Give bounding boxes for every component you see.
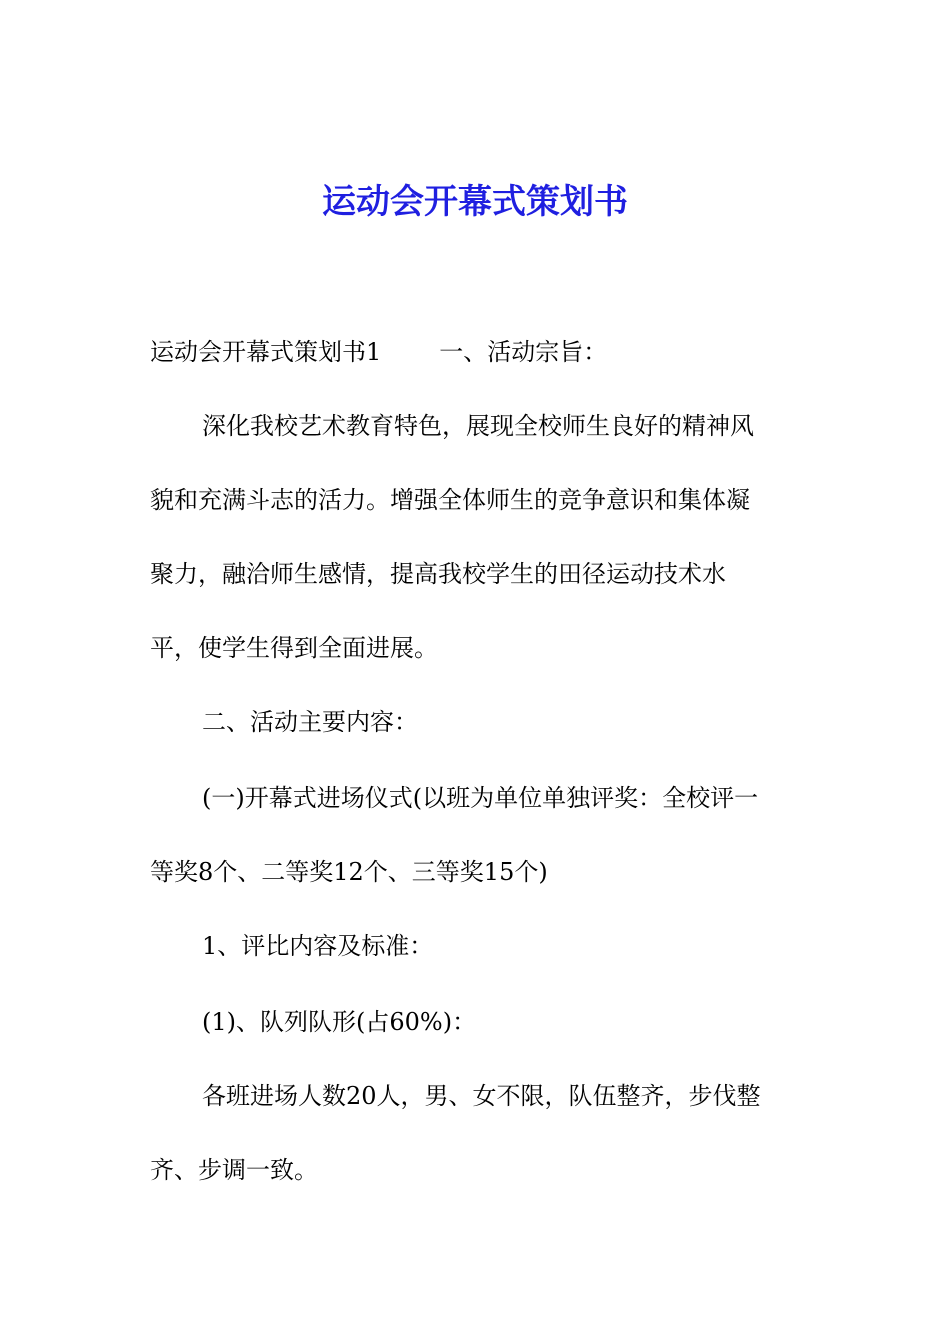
paragraph-line-3: 貌和充满斗志的活力。增强全体师生的竞争意识和集体凝: [150, 486, 750, 514]
paragraph-line-5: 平，使学生得到全面进展。: [150, 634, 438, 662]
paragraph-line-8: 等奖8个、二等奖12个、三等奖15个): [150, 858, 548, 886]
paragraph-line-1: [150, 334, 607, 370]
paragraph-line-12: 齐、步调一致。: [150, 1156, 318, 1184]
paragraph-line-4: 聚力，融洽师生感情，提高我校学生的田径运动技术水: [150, 560, 726, 588]
subtitle-heading: 运动会开幕式策划书1: [150, 338, 382, 366]
paragraph-line-2: 深化我校艺术教育特色，展现全校师生良好的精神风: [202, 412, 754, 440]
section-heading-purpose: 一、活动宗旨：: [439, 338, 608, 366]
subsection-heading-criteria: 1、评比内容及标准：: [202, 932, 434, 960]
subsection-heading-formation: (1)、队列队形(占60%)：: [202, 1008, 477, 1036]
section-heading-content: 二、活动主要内容：: [202, 708, 418, 736]
paragraph-line-11: 各班进场人数20人，男、女不限，队伍整齐，步伐整: [202, 1082, 761, 1110]
document-title: 运动会开幕式策划书: [322, 182, 628, 222]
paragraph-line-7: (一)开幕式进场仪式(以班为单位单独评奖：全校评一: [202, 784, 759, 812]
